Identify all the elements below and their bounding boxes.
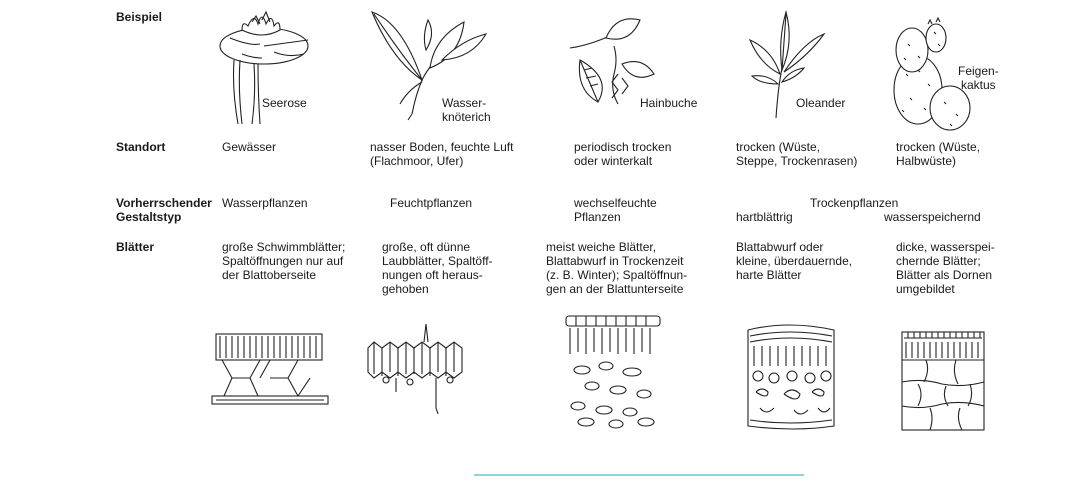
row-header-gestaltstyp: Vorherrschender Gestaltstyp xyxy=(116,196,212,224)
plant-name-feigenkaktus: Feigen- kaktus xyxy=(958,64,999,92)
water-lily-icon xyxy=(212,8,322,128)
plant-name-hainbuche: Hainbuche xyxy=(640,96,698,110)
blaetter-hainbuche: meist weiche Blätter, Blattabwurf in Trockenzeit (z. B. Winter); Spaltöffnun- gen an der Blattunterseite xyxy=(546,240,688,296)
standort-seerose: Gewässer xyxy=(222,140,277,154)
bottom-divider xyxy=(474,474,804,476)
row-header-beispiel: Beispiel xyxy=(116,10,163,24)
row-header-standort: Standort xyxy=(116,140,166,154)
leaf-cross-section-water-lily-icon xyxy=(212,332,332,408)
leaf-cross-section-hornbeam-icon xyxy=(562,314,666,432)
standort-wasserknoeterich: nasser Boden, feuchte Luft (Flachmoor, Ufer) xyxy=(370,140,514,168)
standort-hainbuche: periodisch trocken oder winterkalt xyxy=(574,140,672,168)
plant-name-oleander: Oleander xyxy=(796,96,846,110)
typ-wasserknoeterich: Feuchtpflanzen xyxy=(390,196,473,210)
typ-seerose: Wasserpflanzen xyxy=(222,196,308,210)
leaf-cross-section-oleander-icon xyxy=(744,322,840,432)
leaf-cross-section-cactus-icon xyxy=(900,330,986,432)
typ-hainbuche: wechselfeuchte Pflanzen xyxy=(574,196,657,224)
blaetter-seerose: große Schwimmblätter; Spaltöffnungen nur auf der Blattoberseite xyxy=(222,240,346,282)
blaetter-oleander: Blattabwurf oder kleine, überdauernde, harte Blätter xyxy=(736,240,853,282)
typ-trockenpflanzen: Trockenpflanzen xyxy=(810,196,899,210)
row-header-blaetter: Blätter xyxy=(116,240,155,254)
leaf-cross-section-knotweed-icon xyxy=(366,322,466,418)
standort-feigenkaktus: trocken (Wüste, Halbwüste) xyxy=(896,140,981,168)
standort-oleander: trocken (Wüste, Steppe, Trockenrasen) xyxy=(736,140,858,168)
blaetter-feigenkaktus: dicke, wasserspei- chernde Blätter; Blätter als Dornen umgebildet xyxy=(896,240,995,296)
blaetter-wasserknoeterich: große, oft dünne Laubblätter, Spaltöff- nungen oft heraus- gehoben xyxy=(382,240,493,296)
plant-name-seerose: Seerose xyxy=(262,96,307,110)
typ-feigenkaktus: wasserspeichernd xyxy=(884,210,981,224)
typ-oleander: hartblättrig xyxy=(736,210,793,224)
plant-name-wasserknoeterich: Wasser- knöterich xyxy=(442,96,491,124)
